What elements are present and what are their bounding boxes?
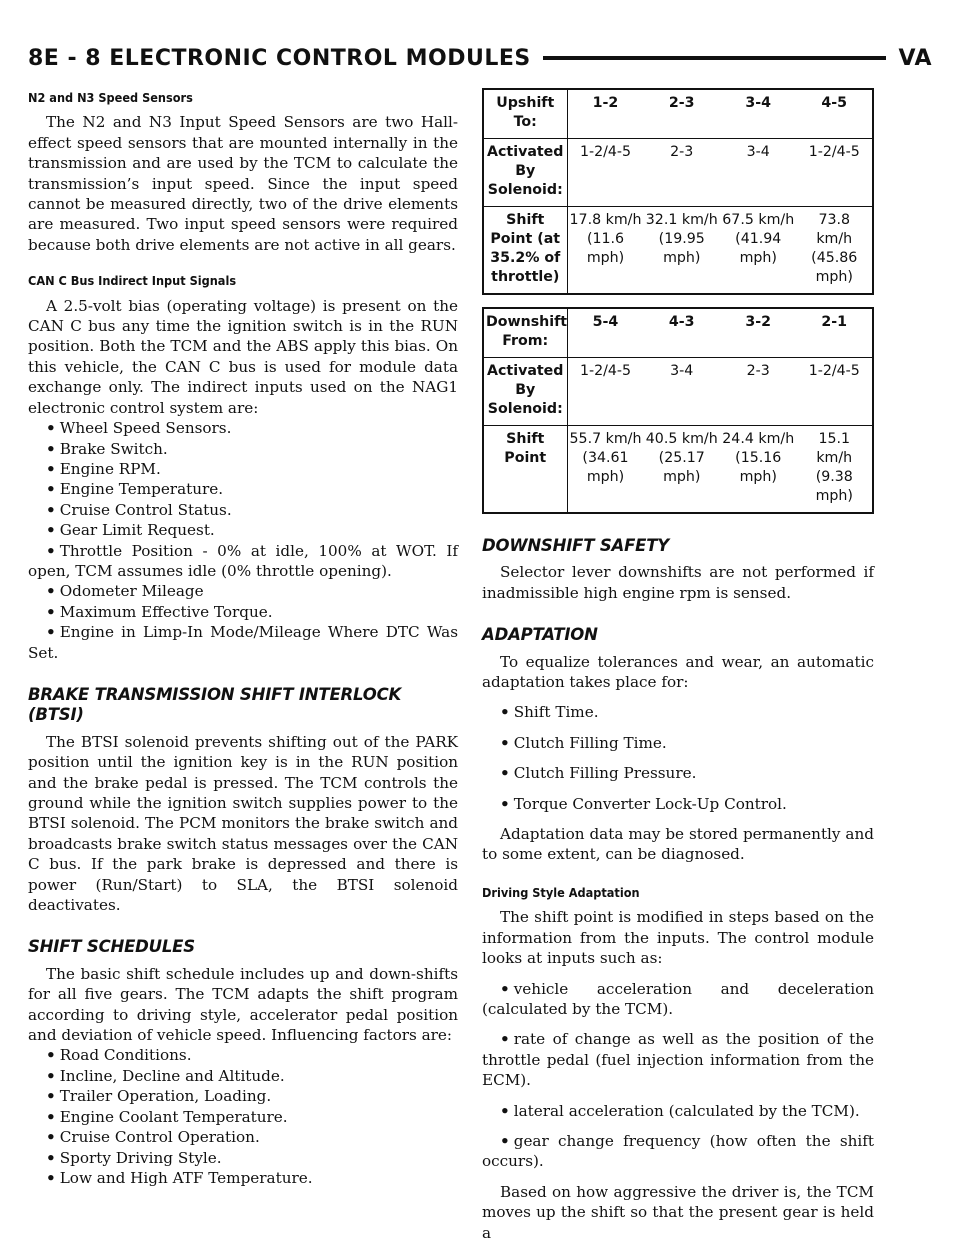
adaptation-paragraph-2: Adaptation data may be stored permanently and to some extent, can be diagnosed. — [482, 825, 874, 864]
can-bus-input-list — [28, 418, 458, 663]
list-item: • Low and High ATF Temperature. — [46, 1168, 313, 1187]
influencing-factors-list — [28, 1045, 458, 1188]
driving-style-heading: Driving Style Adaptation — [482, 884, 640, 900]
upshift-table — [482, 88, 874, 295]
driving-style-paragraph: The shift point is modified in steps based on the information from the inputs. The control module looks at inputs such as: — [482, 908, 874, 968]
can-bus-heading: CAN C Bus Indirect Input Signals — [28, 273, 237, 289]
list-item: • Sporty Driving Style. — [46, 1148, 222, 1167]
table-cell: 3-4 — [720, 89, 797, 139]
list-item: • Clutch Filling Pressure. — [500, 764, 697, 783]
list-item: • rate of change as well as the position of the throttle pedal (fuel injection information from the ECM). — [482, 1030, 874, 1090]
header-section-label: 8E - 8 ELECTRONIC CONTROL MODULES — [28, 45, 531, 71]
downshift-safety-paragraph: Selector lever downshifts are not performed if inadmissible high engine rpm is sensed. — [482, 563, 874, 602]
table-cell: 1-2/4-5 — [797, 139, 874, 207]
table-cell: 2-1 — [797, 308, 874, 358]
can-bus-paragraph: A 2.5-volt bias (operating voltage) is present on the CAN C bus any time the ignition switch is in the RUN position. Both the TCM and the ABS apply this bias. On this vehicle, the CAN C bus is used for module data exchange only. The indirect inputs used on the NAG1 electronic control system are: — [28, 296, 458, 417]
shift-schedules-paragraph: The basic shift schedule includes up and down-shifts for all five gears. The TCM adapts the shift program according to driving style, accelerator pedal position and deviation of vehicle speed. Influencing factors are: — [28, 964, 458, 1045]
list-item: • Brake Switch. — [46, 439, 168, 458]
list-item: • Odometer Mileage — [46, 582, 204, 601]
list-item: • lateral acceleration (calculated by the TCM). — [500, 1101, 860, 1120]
list-item: • Engine Coolant Temperature. — [46, 1107, 288, 1126]
table-cell: 5-4 — [567, 308, 644, 358]
table-row — [483, 89, 873, 139]
table-cell: 40.5 km/h (25.17 mph) — [644, 426, 721, 514]
list-item: • vehicle acceleration and deceleration (calculated by the TCM). — [482, 979, 874, 1018]
list-item: • Torque Converter Lock-Up Control. — [500, 794, 787, 813]
table-cell: 4-5 — [797, 89, 874, 139]
table-cell: Downshift From: — [483, 308, 567, 358]
list-item: • Engine Temperature. — [46, 480, 224, 499]
list-item: • Incline, Decline and Altitude. — [46, 1066, 285, 1085]
driving-style-paragraph-2: Based on how aggressive the driver is, the TCM moves up the shift so that the present gear is held a — [482, 1182, 874, 1242]
list-item: • Engine RPM. — [46, 459, 161, 478]
table-cell: 67.5 km/h (41.94 mph) — [720, 207, 797, 295]
table-cell: 2-3 — [720, 358, 797, 426]
table-cell: 15.1 km/h (9.38 mph) — [797, 426, 874, 514]
header-rule — [543, 56, 887, 60]
list-item: • Clutch Filling Time. — [500, 733, 667, 752]
list-item: • Throttle Position - 0% at idle, 100% at WOT. If open, TCM assumes idle (0% throttle opening). — [28, 541, 458, 580]
table-cell: 1-2/4-5 — [797, 358, 874, 426]
table-cell: Activated By Solenoid: — [483, 358, 567, 426]
btsi-section-title: BRAKE TRANSMISSION SHIFT INTERLOCK (BTSI) — [28, 684, 402, 725]
downshift-safety-title: DOWNSHIFT SAFETY — [482, 536, 670, 555]
table-cell: Upshift To: — [483, 89, 567, 139]
left-column — [28, 88, 458, 1188]
table-cell: Activated By Solenoid: — [483, 139, 567, 207]
adaptation-title: ADAPTATION — [482, 625, 598, 645]
shift-schedules-title: SHIFT SCHEDULES — [28, 937, 195, 957]
table-cell: 32.1 km/h (19.95 mph) — [644, 207, 721, 295]
list-item: • Shift Time. — [500, 703, 599, 722]
list-item: • Engine in Limp-In Mode/Mileage Where DTC Was Set. — [28, 623, 458, 662]
adaptation-block — [482, 652, 874, 865]
adaptation-paragraph: To equalize tolerances and wear, an automatic adaptation takes place for: — [482, 652, 874, 692]
table-cell: 24.4 km/h (15.16 mph) — [720, 426, 797, 514]
table-cell: 17.8 km/h (11.6 mph) — [567, 207, 644, 295]
table-cell: 4-3 — [644, 308, 721, 358]
btsi-paragraph: The BTSI solenoid prevents shifting out of the PARK position until the ignition key is in the RUN position and the brake pedal is pressed. The TCM controls the ground while the ignition switch supplies power to the BTSI solenoid. The PCM monitors the brake switch and broadcasts brake switch status messages over the CAN C bus. If the park brake is depressed and there is power (Run/Start) to SLA, the BTSI solenoid deactivates. — [28, 732, 458, 915]
table-cell: 2-3 — [644, 89, 721, 139]
table-cell: 1-2/4-5 — [567, 139, 644, 207]
driving-style-block — [482, 907, 874, 1243]
list-item: • gear change frequency (how often the shift occurs). — [482, 1131, 874, 1171]
list-item: • Trailer Operation, Loading. — [46, 1087, 272, 1106]
table-row — [483, 207, 873, 295]
table-cell: Shift Point — [483, 426, 567, 514]
right-column — [482, 88, 874, 1243]
table-row — [483, 426, 873, 514]
list-item: • Gear Limit Request. — [46, 521, 215, 540]
table-row — [483, 139, 873, 207]
table-cell: 3-4 — [644, 358, 721, 426]
table-cell: Shift Point (at 35.2% of throttle) — [483, 207, 567, 295]
table-cell: 1-2/4-5 — [567, 358, 644, 426]
downshift-table — [482, 307, 874, 514]
table-row — [483, 308, 873, 358]
table-row — [483, 358, 873, 426]
list-item: • Road Conditions. — [46, 1046, 192, 1065]
table-cell: 55.7 km/h (34.61 mph) — [567, 426, 644, 514]
list-item: • Maximum Effective Torque. — [46, 602, 273, 621]
table-cell: 3-2 — [720, 308, 797, 358]
table-cell: 1-2 — [567, 89, 644, 139]
header-model-code: VA — [898, 45, 932, 71]
table-cell: 3-4 — [720, 139, 797, 207]
page-header — [28, 38, 932, 78]
list-item: • Cruise Control Operation. — [46, 1128, 260, 1147]
speed-sensors-heading: N2 and N3 Speed Sensors — [28, 90, 193, 105]
table-cell: 2-3 — [644, 139, 721, 207]
table-cell: 73.8 km/h (45.86 mph) — [797, 207, 874, 295]
list-item: • Wheel Speed Sensors. — [46, 419, 232, 438]
list-item: • Cruise Control Status. — [46, 500, 232, 519]
speed-sensors-paragraph: The N2 and N3 Input Speed Sensors are two Hall-effect speed sensors that are mounted internally in the transmission and are used by the TCM to calculate the transmission’s input speed. Since the input speed cannot be measured directly, two of the drive elements are measured. Two input speed sensors were required because both drive elements are not active in all gears. — [28, 113, 458, 254]
